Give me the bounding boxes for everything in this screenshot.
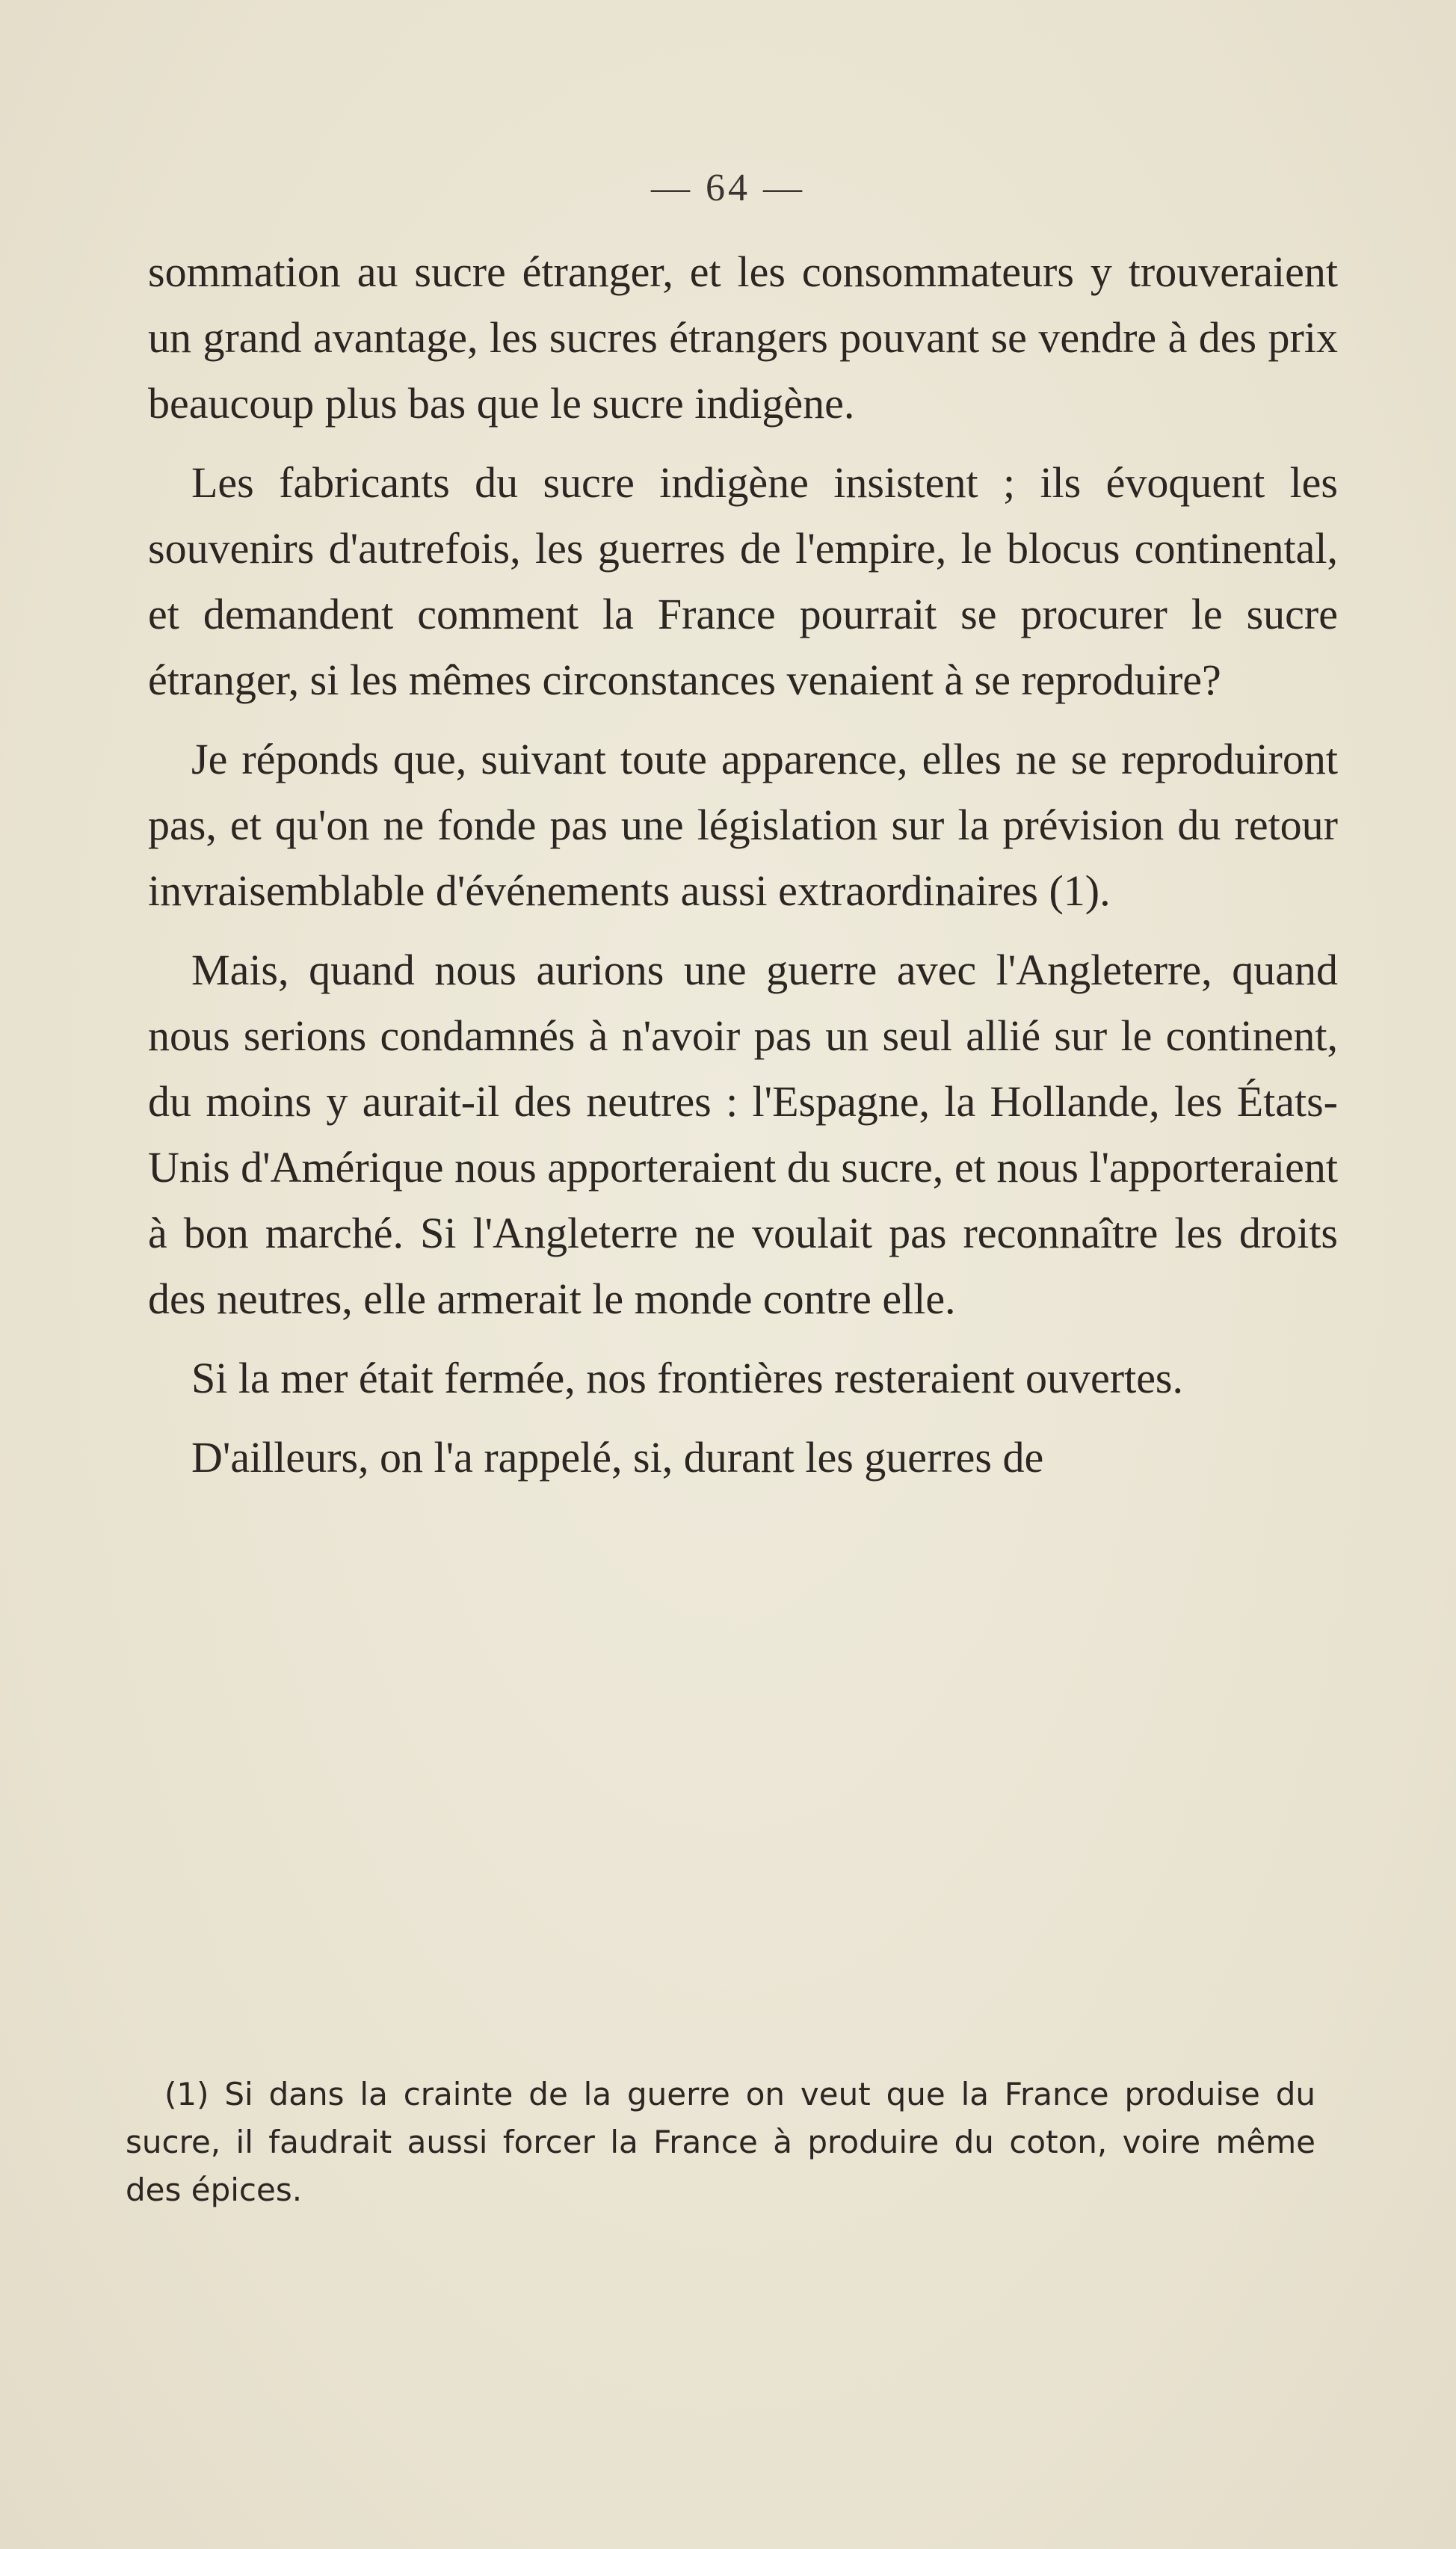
paragraph-continuation: sommation au sucre étranger, et les consommateurs y trouveraient un grand avantage, les sucres étrangers pouvant se vendre à des prix beaucoup plus bas que le sucre indigène. bbox=[148, 247, 1338, 428]
paragraph-si-la-mer: Si la mer était fermée, nos frontières resteraient ouvertes. bbox=[191, 1354, 1184, 1402]
paragraph-mais-quand: Mais, quand nous aurions une guerre avec l'Angleterre, quand nous serions condamnés à n'avoir pas un seul allié sur le continent, du moins y aurait-il des neutres : l'Espagne, la Hollande, les États-Unis d'Amérique nous apporteraient du sucre, et nous l'apporteraient à bon marché. Si l'Angleterre ne voulait pas reconnaître les droits des neutres, elle armerait le monde contre elle. bbox=[148, 946, 1338, 1323]
paragraph-fabricants: Les fabricants du sucre indigène insistent ; ils évoquent les souvenirs d'autrefois, les guerres de l'empire, le blocus continental, et demandent comment la France pourrait se procurer le sucre étranger, si les mêmes circonstances venaient à se reproduire? bbox=[148, 458, 1338, 704]
footnote-1: (1) Si dans la crainte de la guerre on veut que la France produise du sucre, il faudrait aussi forcer la France à produire du coton, voire même des épices. bbox=[126, 2076, 1315, 2208]
body-text bbox=[148, 239, 1338, 1504]
paragraph-je-reponds: Je réponds que, suivant toute apparence, elles ne se reproduiront pas, et qu'on ne fonde pas une législation sur la prévision du retour invraisemblable d'événements aussi extraordinaires (1). bbox=[148, 735, 1338, 915]
paragraph-dailleurs: D'ailleurs, on l'a rappelé, si, durant les guerres de bbox=[191, 1433, 1044, 1482]
footnotes bbox=[126, 2071, 1315, 2214]
page-number: — 64 — bbox=[651, 167, 805, 209]
